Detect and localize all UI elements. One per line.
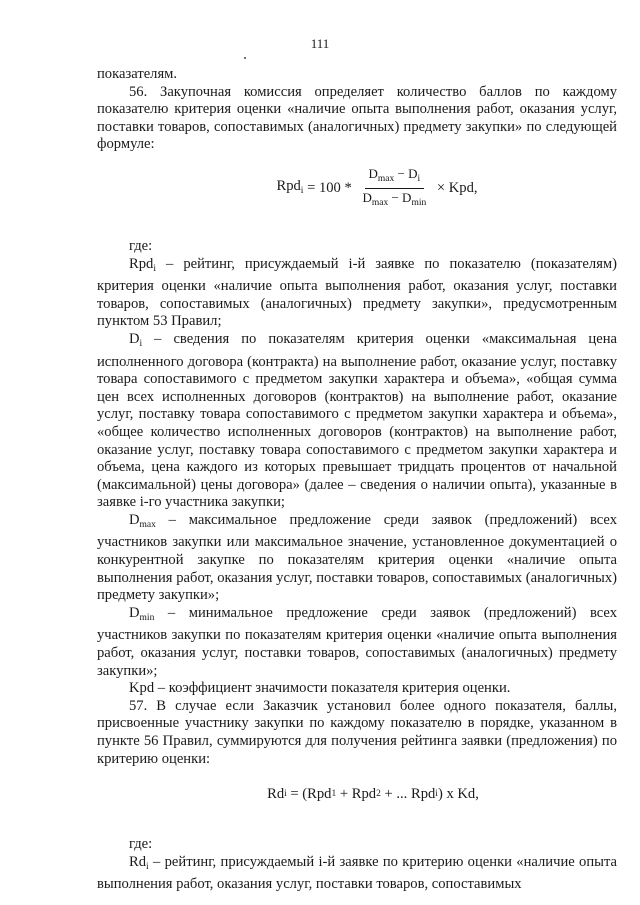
- fraction-denominator: $D_{max} - D_{min}$: [362, 190, 427, 209]
- formula-multiplier: = 100 *: [303, 180, 356, 197]
- formula-fraction: [358, 166, 430, 211]
- where-label-1: где:: [129, 237, 153, 254]
- paragraph-57: 57. В случае если Заказчик установил более одного показателя, баллы, присвоенные участнику закупки по каждому показателю в порядке, указанном в пункте 56 Правил, суммируются для получения рейтинга заявки (предложения) по критерию оценки:: [97, 697, 617, 767]
- formula-lhs: Rpd$_i$: [276, 177, 304, 196]
- definition-rdi: $Rd_i$ – рейтинг, присуждаемый i-й заявке по критерию оценки «наличие опыта выполнения работ, оказания услуг, поставки товаров, сопоставимых: [97, 853, 617, 893]
- page-number: 111: [310, 36, 330, 51]
- paragraph-56: 56. Закупочная комиссия определяет количество баллов по каждому показателю критерия оценки «наличие опыта выполнения работ, оказания услуг, поставки товаров, сопоставимых (аналогичных) предмету закупки» по следующей формуле:: [97, 83, 617, 153]
- scan-speck: [244, 57, 246, 59]
- definition-dmax: $D_{max}$ – максимальное предложение среди заявок (предложений) всех участников закупки или максимальное значение, установленное документацией о конкурентной закупке по показателям критерия оценки «наличие опыта выполнения работ, оказания услуг, поставки товаров, сопоставимых (аналогичных) предмету закупки»;: [97, 511, 617, 604]
- definition-di: $D_i$ – сведения по показателям критерия оценки «максимальная цена исполненного договора (контракта) на выполнение работ, оказание услуг, поставку товара сопоставимого с предметом закупки характера и объема», «общая сумма цен всех исполненных договоров (контрактов) на выполнение работ, оказание услуг, поставку товара сопоставимого с предметом закупки характера и объема», «общее количество исполненных договоров (контрактов) на выполнение работ, оказание услуг, поставку товара сопоставимого с предметом закупки характера и объема, цена каждого из которых превышает тридцать процентов от начальной (максимальной) цены договора» (далее – сведения о наличии опыта), указанные в заявке i-го участника закупки;: [97, 330, 617, 511]
- formula-rpd: [97, 154, 617, 224]
- paragraph-continuation: показателям.: [97, 66, 178, 82]
- formula-tail: × Kpd,: [433, 180, 478, 197]
- document-body: [97, 66, 617, 894]
- fraction-numerator: $D_{max} - D_i$: [365, 166, 425, 189]
- where-label-2: где:: [129, 836, 153, 853]
- definition-rpd: Rpd$_i$ – рейтинг, присуждаемый i-й заявке по показателю (показателям) критерия оценки «наличие опыта выполнения работ, оказания услуг, поставки товаров, сопоставимых (аналогичных) предмету закупки», предусмотренным пунктом 53 Правил;: [97, 255, 617, 330]
- definition-dmin: $D_{min}$ – минимальное предложение среди заявок (предложений) всех участников закупки по показателям критерия оценки «наличие опыта выполнения работ, оказания услуг, поставки товаров, сопоставимых (аналогичных) предмету закупки»;: [97, 604, 618, 679]
- definition-kpd: Kpd – коэффициент значимости показателя критерия оценки.: [129, 680, 511, 697]
- formula-rd: Rd i = (Rpd 1 + Rpd 2 + ... Rpd i ) x Kd,: [267, 786, 479, 803]
